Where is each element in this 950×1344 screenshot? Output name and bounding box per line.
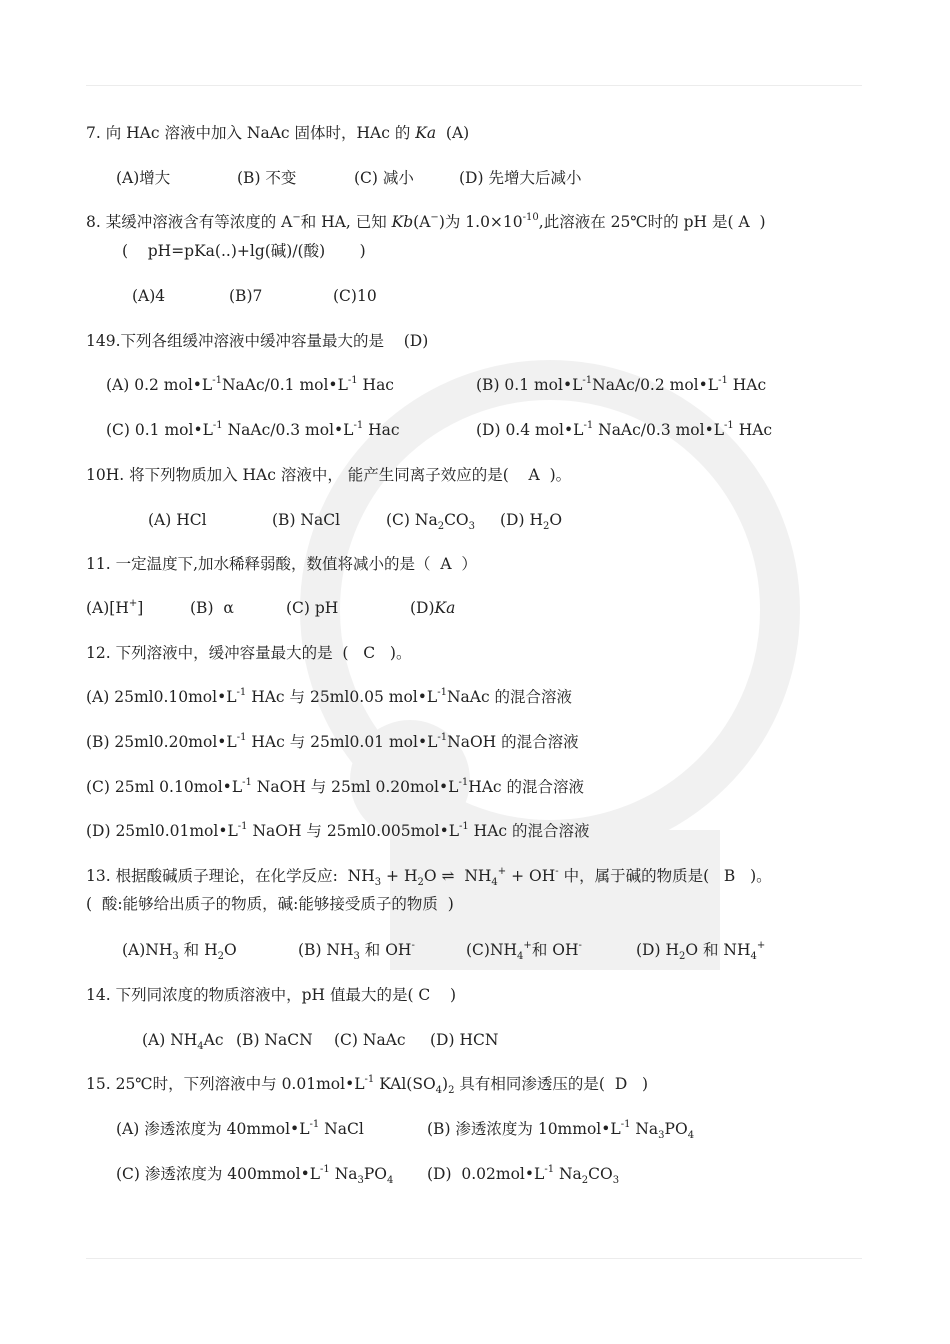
question-9-option-b: (B) 0.1 $mol•L^{-1}NaAc/0.2$ $mol•L^{-1}$ HAc <box>476 375 767 394</box>
question-10-option-c: (C) $Na_2CO_3$ <box>386 511 476 532</box>
question-8-option-c: (C)10 <box>333 287 377 305</box>
question-7-option-d: (D) 先增大后减小 <box>459 169 582 187</box>
question-8-option-b: (B)7 <box>229 287 263 305</box>
question-8-note: ( pH=pKa(..)+lg(碱)/(酸) ) <box>122 242 366 260</box>
question-13-option-b: (B) $NH_3$ 和 OH- <box>298 940 415 962</box>
question-8-stem: 8. 某缓冲溶液含有等浓度的 A−和 HA, 已知 Kb(A−)为 $1.0\times 10^{-10}$,此溶液在 25℃时的 pH 是( A ) <box>86 212 766 231</box>
question-11-stem: 11. 一定温度下,加水稀释弱酸，数值将减小的是（ A ） <box>86 555 477 573</box>
question-13-option-a: $(A)NH_3$ 和 $H_2O$ <box>122 941 237 962</box>
page-bottom-rule <box>86 1258 862 1259</box>
question-13-note: ( 酸:能够给出质子的物质，碱:能够接受质子的物质 ) <box>86 895 454 913</box>
question-10-option-b: (B) NaCl <box>272 511 341 529</box>
question-13-option-d: (D) $H_2O$ 和 $NH_4^+$ <box>636 940 766 962</box>
question-9-option-a: (A) 0.2 $mol•L^{-1}NaAc/0.1$ $mol•L^{-1}$ Hac <box>106 375 394 394</box>
question-15-option-a: (A) 渗透浓度为 $40mmol•L^{-1}$ NaCl <box>116 1119 364 1138</box>
question-12-option-d: (D) $25ml0.01mol•L^{-1}$ NaOH 与 $25ml0.005mol•L^{-1}$ HAc 的混合溶液 <box>86 821 590 840</box>
question-8-option-a: (A)4 <box>132 287 166 305</box>
question-12-option-c: (C) 25ml $0.10mol•L^{-1}$ NaOH 与 25ml $0.20mol•L^{-1}HAc$ 的混合溶液 <box>86 777 585 796</box>
question-7-option-b: (B) 不变 <box>237 169 297 187</box>
question-13-stem: 13. 根据酸碱质子理论，在化学反应: $NH_3 + H_2O$ ⇌ $NH_4^+ + OH^-$ 中，属于碱的物质是( B )。 <box>86 866 772 888</box>
question-10-stem: 10H. 将下列物质加入 HAc 溶液中， 能产生同离子效应的是( A )。 <box>86 466 572 484</box>
question-9-stem: 149.下列各组缓冲溶液中缓冲容量最大的是 (D) <box>86 332 429 350</box>
question-10-option-a: (A) HCl <box>148 511 207 529</box>
question-11-option-c: (C) pH <box>286 599 339 617</box>
question-9-option-d: (D) 0.4 $mol•L^{-1}$ NaAc/0.3 $mol•L^{-1}$ HAc <box>476 420 773 439</box>
question-13-option-c: $(C)NH_4^+$和 OH- <box>466 940 582 962</box>
question-11-option-d: (D)Ka <box>410 599 456 617</box>
question-7-option-c: (C) 减小 <box>354 169 414 187</box>
question-12-option-a: (A) $25ml0.10mol•L^{-1}$ HAc 与 25ml0.05 $mol•L^{-1}NaAc$ 的混合溶液 <box>86 687 573 706</box>
question-10-option-d: (D) $H_2O$ <box>500 511 563 532</box>
question-7-stem: 7. 向 HAc 溶液中加入 NaAc 固体时，HAc 的 Ka (A) <box>86 124 470 142</box>
question-14-option-c: (C) NaAc <box>334 1031 406 1049</box>
question-12-stem: 12. 下列溶液中，缓冲容量最大的是 ( C )。 <box>86 644 412 662</box>
question-14-option-b: (B) NaCN <box>236 1031 313 1049</box>
question-15-stem: 15. 25℃时，下列溶液中与 $0.01mol•L^{-1}$ $KAl(SO_4)_2$ 具有相同渗透压的是( D ) <box>86 1074 649 1096</box>
question-12-option-b: (B) $25ml0.20mol•L^{-1}$ HAc 与 25ml0.01 $mol•L^{-1}NaOH$ 的混合溶液 <box>86 732 579 751</box>
question-11-option-a: (A)[H+] <box>86 598 144 617</box>
question-15-option-d: (D) $0.02mol•L^{-1}$ $Na_2CO_3$ <box>427 1164 620 1186</box>
question-14-option-d: (D) HCN <box>430 1031 499 1049</box>
question-14-option-a: (A) $NH_4Ac$ <box>142 1031 224 1052</box>
question-9-option-c: (C) 0.1 $mol•L^{-1}$ NaAc/0.3 $mol•L^{-1}$ Hac <box>106 420 400 439</box>
question-7-option-a: (A)增大 <box>116 169 171 187</box>
question-14-stem: 14. 下列同浓度的物质溶液中，pH 值最大的是( C ) <box>86 986 457 1004</box>
question-11-option-b: (B) α <box>190 599 234 617</box>
question-15-option-c: (C) 渗透浓度为 $400mmol•L^{-1}$ $Na_3PO_4$ <box>116 1164 394 1186</box>
question-15-option-b: (B) 渗透浓度为 $10mmol•L^{-1}$ $Na_3PO_4$ <box>427 1119 695 1141</box>
page-top-rule <box>86 85 862 86</box>
